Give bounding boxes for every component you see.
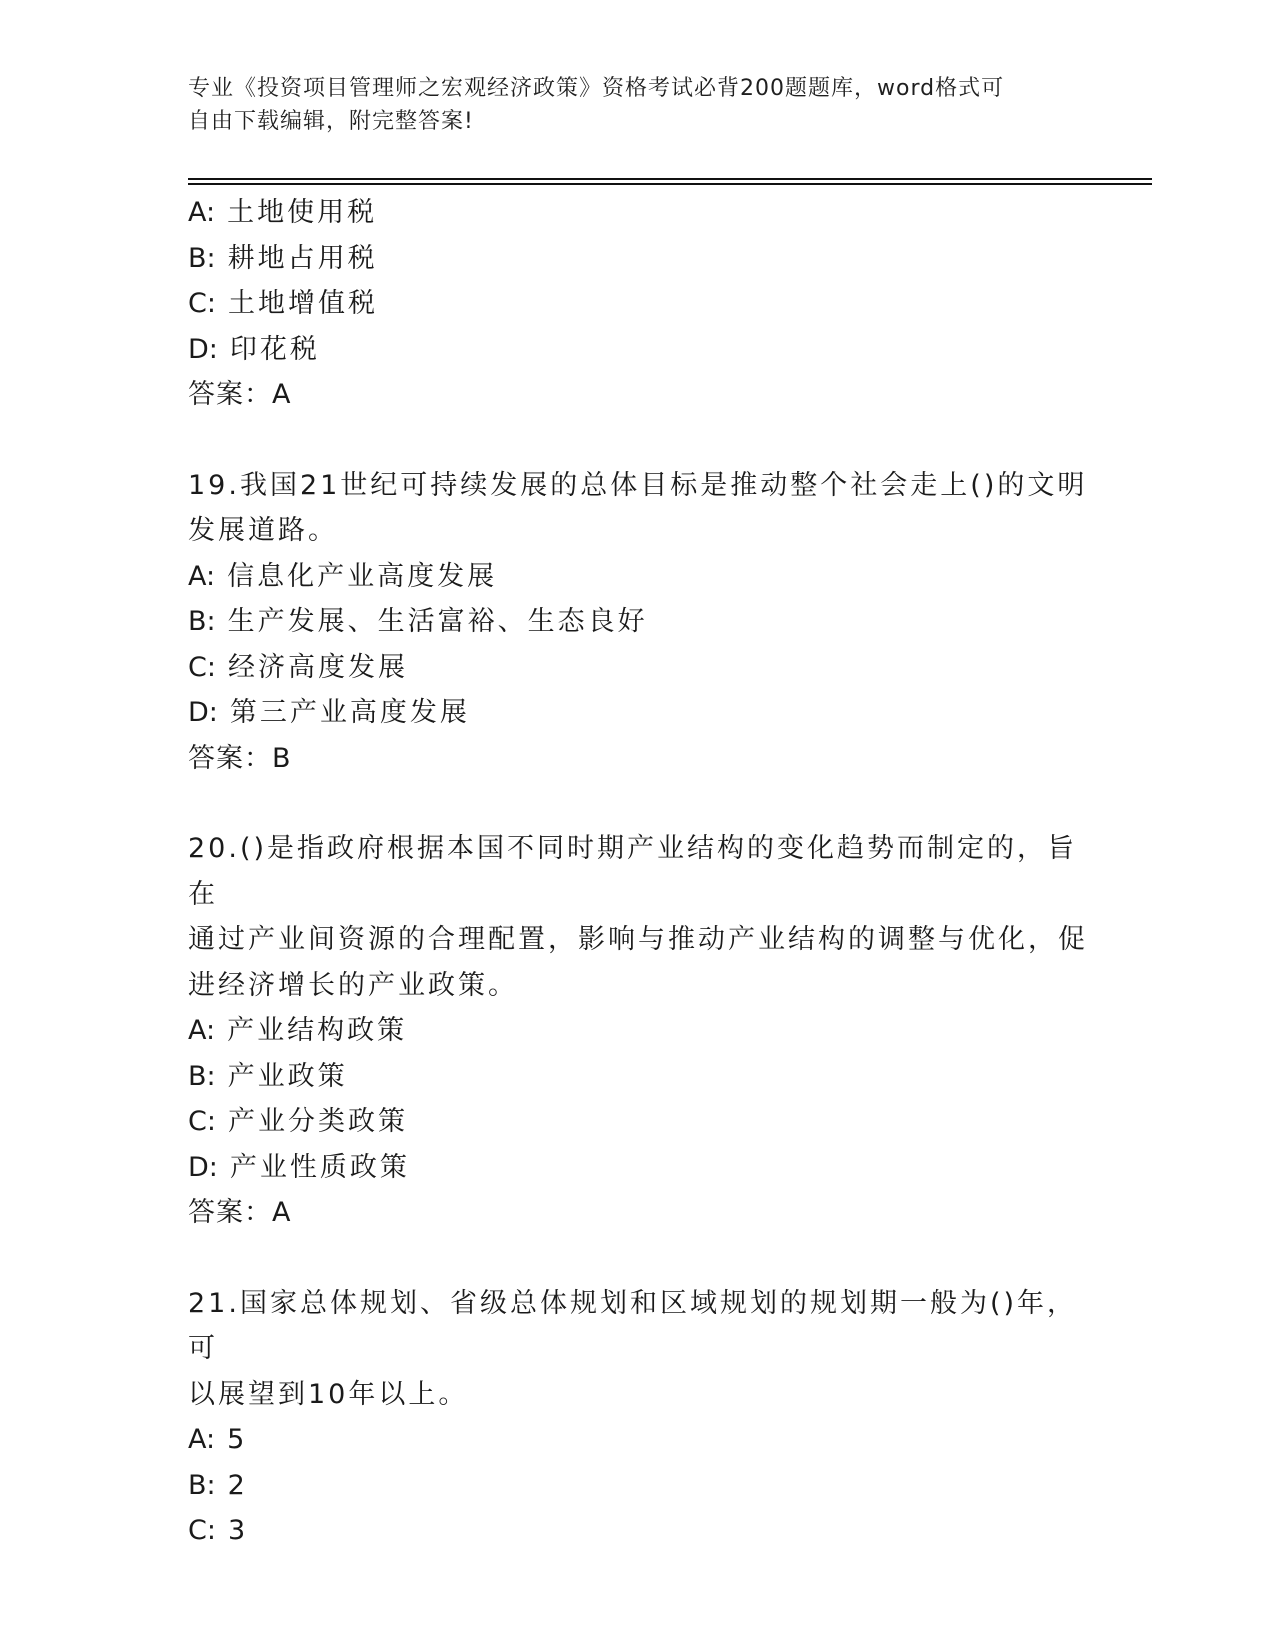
header-line-2: 自由下载编辑，附完整答案! — [188, 109, 474, 134]
option-text: 5 — [227, 1424, 248, 1455]
header-rule-top — [188, 178, 1152, 180]
option-text: 印花税 — [229, 333, 320, 365]
option-text: 产业政策 — [227, 1060, 348, 1092]
question-list — [188, 190, 1088, 1554]
question-21 — [188, 1281, 1088, 1554]
answer-line — [188, 1190, 1088, 1236]
option-b: B: 耕地占用税 — [188, 242, 378, 274]
answer-label: 答案： — [188, 742, 272, 774]
answer-label: 答案： — [188, 379, 272, 410]
option-text: 2 — [227, 1469, 248, 1501]
header-line-1: 专业《投资项目管理师之宏观经济政策》资格考试必背200题题库，word格式可 — [188, 76, 1005, 101]
option-text: 产业结构政策 — [227, 1015, 408, 1046]
option-text: 第三产业高度发展 — [229, 697, 470, 728]
option-text: 经济高度发展 — [227, 651, 408, 683]
question-19 — [188, 463, 1088, 782]
option-c: C: 3 — [188, 1515, 249, 1546]
option-text: 信息化产业高度发展 — [227, 560, 498, 592]
stem-line: 通过产业间资源的合理配置，影响与推动产业结构的调整与优化，促 — [188, 924, 1088, 955]
stem-line: 20.()是指政府根据本国不同时期产业结构的变化趋势而制定的，旨在 — [188, 833, 1078, 910]
option-d: D: 产业性质政策 — [188, 1151, 410, 1183]
option-text: 耕地占用税 — [227, 242, 378, 274]
document-header — [188, 72, 1088, 138]
question-18-tail — [188, 190, 1088, 418]
option-b: B: 产业政策 — [188, 1060, 348, 1092]
option-c: C: 产业分类政策 — [188, 1106, 408, 1137]
option-a: A: 产业结构政策 — [188, 1015, 408, 1046]
question-stem — [188, 463, 1088, 554]
stem-line: 发展道路。 — [188, 515, 338, 546]
stem-line: 21.国家总体规划、省级总体规划和区域规划的规划期一般为()年，可 — [188, 1287, 1078, 1364]
header-rule-bottom — [188, 183, 1152, 185]
stem-line: 进经济增长的产业政策。 — [188, 969, 518, 1001]
option-a: A: 信息化产业高度发展 — [188, 560, 498, 592]
answer-value: A — [272, 379, 292, 410]
stem-line: 19.我国21世纪可持续发展的总体目标是推动整个社会走上()的文明 — [188, 469, 1088, 501]
option-a: A: 5 — [188, 1424, 248, 1455]
option-d: D: 印花税 — [188, 333, 320, 365]
question-stem — [188, 826, 1088, 1008]
question-20 — [188, 826, 1088, 1236]
answer-value: B — [272, 742, 292, 774]
option-b: B: 生产发展、生活富裕、生态良好 — [188, 606, 648, 637]
answer-line — [188, 736, 1088, 782]
answer-label: 答案： — [188, 1197, 272, 1228]
option-text: 产业分类政策 — [227, 1106, 408, 1137]
stem-line: 以展望到10年以上。 — [188, 1378, 469, 1410]
option-d: D: 第三产业高度发展 — [188, 697, 470, 728]
option-text: 生产发展、生活富裕、生态良好 — [227, 606, 648, 637]
option-text: 土地增值税 — [227, 288, 378, 319]
question-stem — [188, 1281, 1088, 1418]
answer-line — [188, 372, 1088, 418]
option-c: C: 土地增值税 — [188, 288, 378, 319]
option-text: 土地使用税 — [227, 197, 378, 228]
option-text: 3 — [227, 1515, 249, 1546]
option-c: C: 经济高度发展 — [188, 651, 408, 683]
answer-value: A — [272, 1197, 292, 1228]
option-a: A: 土地使用税 — [188, 197, 378, 228]
option-b: B: 2 — [188, 1469, 248, 1501]
option-text: 产业性质政策 — [229, 1151, 410, 1183]
